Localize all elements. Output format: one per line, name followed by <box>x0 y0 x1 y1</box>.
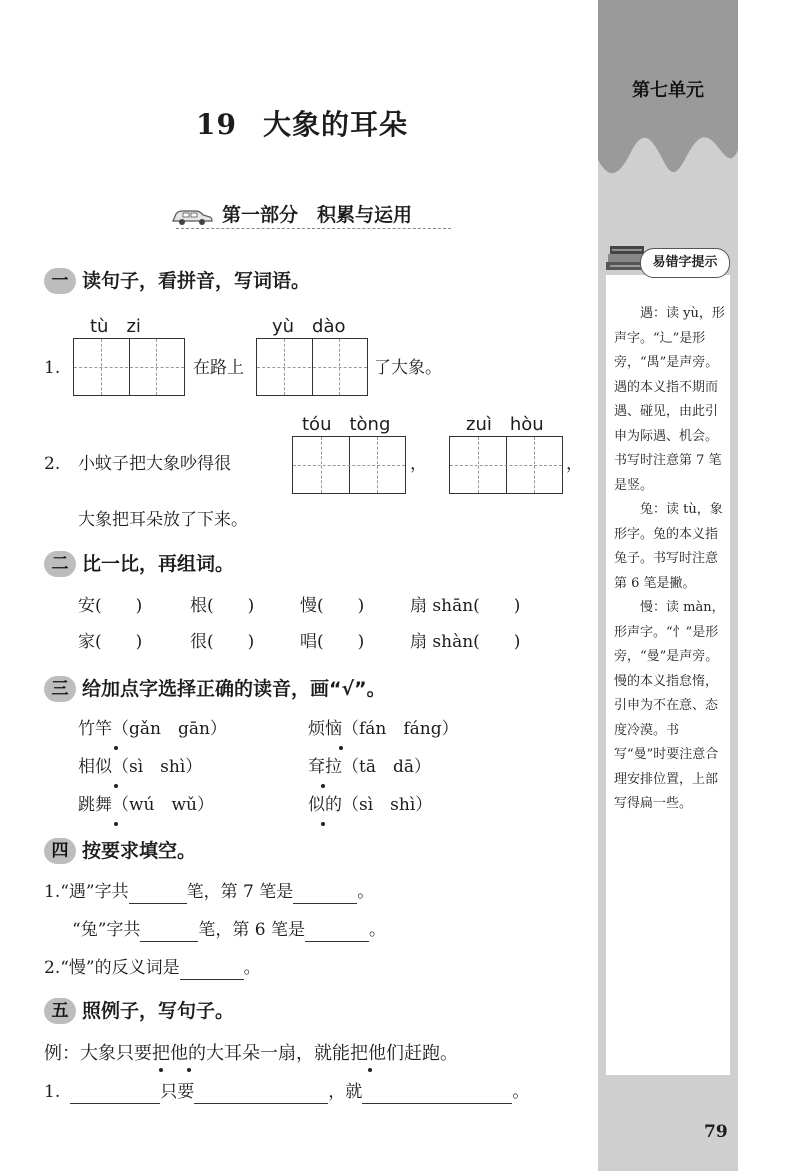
tip-notes <box>614 302 730 817</box>
section-badge: 四 <box>44 838 76 864</box>
fill-text: 。 <box>369 920 387 940</box>
fill-row <box>44 880 374 904</box>
section-5-header <box>44 998 444 1028</box>
emphasis-dot <box>187 1068 191 1072</box>
note-yu: 遇：读 yù，形声字。“辶”是形旁，“禺”是声旁。遇的本义指不期而遇、碰见，由此引申为际遇、机会。书写时注意第 7 笔是竖。 <box>614 306 725 493</box>
pronunciation-item[interactable]: 似的（sì shì） <box>308 795 433 815</box>
word-item[interactable]: 家( ) <box>78 632 143 652</box>
word-item[interactable]: 很( ) <box>190 632 255 652</box>
emphasis-dot <box>339 746 343 750</box>
emphasis-dot <box>114 784 118 788</box>
pronunciation-item[interactable]: 烦恼（fán fáng） <box>308 719 459 739</box>
pronunciation-item[interactable]: 跳舞（wú wǔ） <box>78 795 214 815</box>
answer-blank[interactable] <box>293 885 357 904</box>
section-title: 按要求填空。 <box>82 840 197 862</box>
lesson-name: 大象的耳朵 <box>262 108 408 141</box>
question-number: 2. <box>44 958 61 978</box>
fill-text: “慢”的反义词是 <box>60 958 180 978</box>
pronunciation-item[interactable]: 竹竿（gǎn gān） <box>78 719 227 739</box>
writing-grid[interactable] <box>292 436 406 494</box>
answer-blank[interactable] <box>305 923 369 942</box>
section-4-header <box>44 838 444 868</box>
lesson-title <box>196 103 408 143</box>
unit-label: 第七单元 <box>632 80 704 101</box>
question-number: 1. <box>44 358 61 378</box>
fill-text: 。 <box>243 958 261 978</box>
word-item[interactable]: 慢( ) <box>300 596 365 616</box>
comma: ， <box>566 454 583 474</box>
car-icon <box>170 205 214 227</box>
answer-blank[interactable] <box>194 1085 328 1104</box>
word-item[interactable]: 安( ) <box>78 596 143 616</box>
fill-text: 。 <box>512 1082 530 1102</box>
word-item[interactable]: 扇 shàn( ) <box>410 632 521 652</box>
emphasis-dot <box>114 746 118 750</box>
fill-text: 只要 <box>160 1082 195 1102</box>
fill-row <box>72 918 386 942</box>
section-badge: 一 <box>44 268 76 294</box>
section-title: 读句子，看拼音，写词语。 <box>82 270 311 292</box>
section-title: 给加点字选择正确的读音，画“√”。 <box>82 678 386 700</box>
question-number: 1. <box>44 1082 61 1102</box>
section-badge: 三 <box>44 676 76 702</box>
page-number: 79 <box>704 1122 728 1142</box>
pinyin-tuzi: tù zi <box>90 316 141 337</box>
fill-text: 。 <box>357 882 375 902</box>
sentence-text: 在路上 <box>193 358 244 378</box>
example-sentence: 例：大象只要把他的大耳朵一扇，就能把他们赶跑。 <box>44 1043 458 1064</box>
emphasis-dot <box>321 822 325 826</box>
note-man: 慢：读 màn，形声字。“忄”是形旁，“曼”是声旁。慢的本义指怠惰，引申为不在意、态度冷漠。书写“曼”时要注意合理安排位置，上部写得扁一些。 <box>614 600 725 811</box>
sentence-text: 小蚊子把大象吵得很 <box>78 454 231 474</box>
answer-blank[interactable] <box>70 1085 160 1104</box>
comma: ， <box>410 454 427 474</box>
part-title-underline <box>176 228 451 229</box>
answer-blank[interactable] <box>180 961 244 980</box>
fill-row <box>44 956 261 980</box>
section-3-header <box>44 676 464 706</box>
note-tu: 兔：读 tù，象形字。兔的本义指兔子。书写时注意第 6 笔是撇。 <box>614 502 723 591</box>
section-2-header <box>44 551 444 581</box>
section-badge: 二 <box>44 551 76 577</box>
writing-grid[interactable] <box>256 338 368 396</box>
question-number: 2. <box>44 454 61 474</box>
emphasis-dot <box>159 1068 163 1072</box>
fill-text: ，就 <box>328 1082 363 1102</box>
section-title: 照例子，写句子。 <box>82 1000 235 1022</box>
part-title: 第一部分 积累与运用 <box>222 204 413 226</box>
word-item[interactable]: 根( ) <box>190 596 255 616</box>
pinyin-toutong: tóu tòng <box>302 414 391 435</box>
fill-row <box>44 1080 529 1104</box>
question-number: 1. <box>44 882 61 902</box>
emphasis-dot <box>114 822 118 826</box>
pronunciation-item[interactable]: 耷拉（tā dā） <box>308 757 431 777</box>
word-item[interactable]: 唱( ) <box>300 632 365 652</box>
sentence-text: 大象把耳朵放了下来。 <box>78 510 248 530</box>
tip-label: 易错字提示 <box>640 248 730 278</box>
section-title: 比一比，再组词。 <box>82 553 235 575</box>
section-badge: 五 <box>44 998 76 1024</box>
pinyin-zuihou: zuì hòu <box>466 414 544 435</box>
writing-grid[interactable] <box>449 436 563 494</box>
lesson-number: 19 <box>196 108 237 141</box>
emphasis-dot <box>368 1068 372 1072</box>
emphasis-dot <box>321 784 325 788</box>
fill-text: 笔，第 6 笔是 <box>198 920 306 940</box>
fill-text: “遇”字共 <box>60 882 129 902</box>
fill-text: 笔，第 7 笔是 <box>186 882 294 902</box>
section-1-header <box>44 268 444 298</box>
answer-blank[interactable] <box>129 885 187 904</box>
fill-text: “兔”字共 <box>72 920 141 940</box>
sentence-text: 了大象。 <box>374 358 442 378</box>
answer-blank[interactable] <box>140 923 198 942</box>
word-item[interactable]: 扇 shān( ) <box>410 596 521 616</box>
pronunciation-item[interactable]: 相似（sì shì） <box>78 757 203 777</box>
pinyin-yudao: yù dào <box>272 316 346 337</box>
writing-grid[interactable] <box>73 338 185 396</box>
answer-blank[interactable] <box>362 1085 512 1104</box>
